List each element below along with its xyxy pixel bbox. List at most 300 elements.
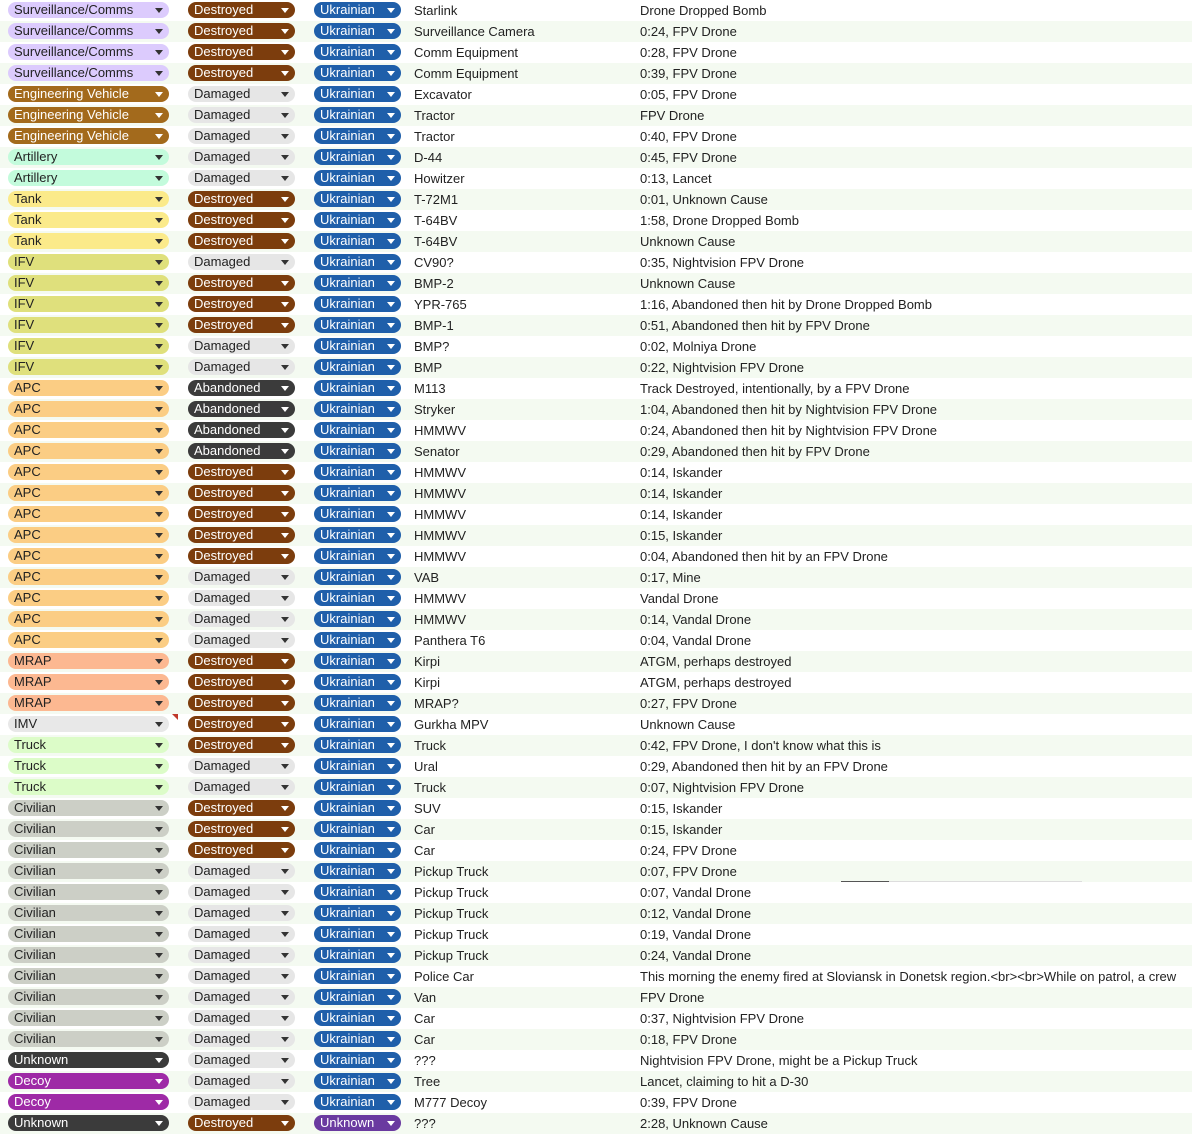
side-dropdown[interactable] — [314, 2, 401, 18]
type-dropdown[interactable] — [8, 275, 169, 291]
chevron-down-icon[interactable] — [281, 764, 289, 769]
model-cell[interactable]: BMP — [414, 360, 443, 375]
description-cell[interactable]: 0:37, Nightvision FPV Drone — [640, 1011, 805, 1026]
type-dropdown[interactable] — [8, 212, 169, 228]
side-dropdown[interactable] — [314, 1052, 401, 1068]
status-dropdown[interactable] — [188, 947, 295, 963]
model-cell[interactable]: BMP-2 — [414, 276, 454, 291]
chevron-down-icon[interactable] — [387, 155, 395, 160]
side-dropdown[interactable] — [314, 191, 401, 207]
chevron-down-icon[interactable] — [281, 386, 289, 391]
side-dropdown[interactable] — [314, 275, 401, 291]
status-dropdown[interactable] — [188, 422, 295, 438]
side-dropdown[interactable] — [314, 674, 401, 690]
model-cell[interactable]: Kirpi — [414, 675, 441, 690]
chevron-down-icon[interactable] — [387, 8, 395, 13]
description-cell[interactable]: Unknown Cause — [640, 276, 736, 291]
model-cell[interactable]: Car — [414, 1011, 435, 1026]
status-dropdown[interactable] — [188, 779, 295, 795]
model-cell[interactable]: Surveillance Camera — [414, 24, 535, 39]
side-dropdown[interactable] — [314, 212, 401, 228]
description-cell[interactable]: Track Destroyed, intentionally, by a FPV Drone — [640, 381, 910, 396]
chevron-down-icon[interactable] — [281, 806, 289, 811]
chevron-down-icon[interactable] — [387, 50, 395, 55]
status-dropdown[interactable] — [188, 1115, 295, 1131]
side-dropdown[interactable] — [314, 506, 401, 522]
chevron-down-icon[interactable] — [281, 869, 289, 874]
description-cell[interactable]: 1:16, Abandoned then hit by Drone Dropped Bomb — [640, 297, 932, 312]
chevron-down-icon[interactable] — [281, 827, 289, 832]
chevron-down-icon[interactable] — [387, 449, 395, 454]
status-dropdown[interactable] — [188, 842, 295, 858]
type-dropdown[interactable] — [8, 905, 169, 921]
type-dropdown[interactable] — [8, 653, 169, 669]
chevron-down-icon[interactable] — [155, 29, 163, 34]
status-dropdown[interactable] — [188, 338, 295, 354]
model-cell[interactable]: HMMWV — [414, 591, 466, 606]
model-cell[interactable]: HMMWV — [414, 486, 466, 501]
model-cell[interactable]: Car — [414, 822, 435, 837]
type-dropdown[interactable] — [8, 1073, 169, 1089]
chevron-down-icon[interactable] — [387, 701, 395, 706]
type-dropdown[interactable] — [8, 1094, 169, 1110]
type-dropdown[interactable] — [8, 632, 169, 648]
description-cell[interactable]: FPV Drone — [640, 990, 705, 1005]
chevron-down-icon[interactable] — [155, 512, 163, 517]
status-dropdown[interactable] — [188, 44, 295, 60]
type-dropdown[interactable] — [8, 128, 169, 144]
status-dropdown[interactable] — [188, 485, 295, 501]
side-dropdown[interactable] — [314, 947, 401, 963]
chevron-down-icon[interactable] — [155, 764, 163, 769]
side-dropdown[interactable] — [314, 1073, 401, 1089]
model-cell[interactable]: Tractor — [414, 129, 455, 144]
model-cell[interactable]: Stryker — [414, 402, 456, 417]
description-cell[interactable]: 0:15, Iskander — [640, 801, 723, 816]
chevron-down-icon[interactable] — [387, 827, 395, 832]
type-dropdown[interactable] — [8, 464, 169, 480]
model-cell[interactable]: Tractor — [414, 108, 455, 123]
type-dropdown[interactable] — [8, 65, 169, 81]
chevron-down-icon[interactable] — [387, 554, 395, 559]
chevron-down-icon[interactable] — [281, 638, 289, 643]
status-dropdown[interactable] — [188, 170, 295, 186]
type-dropdown[interactable] — [8, 422, 169, 438]
chevron-down-icon[interactable] — [155, 974, 163, 979]
chevron-down-icon[interactable] — [387, 365, 395, 370]
type-dropdown[interactable] — [8, 758, 169, 774]
chevron-down-icon[interactable] — [155, 890, 163, 895]
chevron-down-icon[interactable] — [155, 848, 163, 853]
model-cell[interactable]: CV90? — [414, 255, 454, 270]
chevron-down-icon[interactable] — [155, 596, 163, 601]
model-cell[interactable]: Truck — [414, 738, 447, 753]
chevron-down-icon[interactable] — [387, 197, 395, 202]
chevron-down-icon[interactable] — [387, 134, 395, 139]
model-cell[interactable]: Truck — [414, 780, 447, 795]
chevron-down-icon[interactable] — [387, 512, 395, 517]
model-cell[interactable]: Kirpi — [414, 654, 441, 669]
chevron-down-icon[interactable] — [281, 134, 289, 139]
side-dropdown[interactable] — [314, 653, 401, 669]
model-cell[interactable]: Car — [414, 1032, 435, 1047]
chevron-down-icon[interactable] — [281, 911, 289, 916]
description-cell[interactable]: ATGM, perhaps destroyed — [640, 675, 792, 690]
type-dropdown[interactable] — [8, 149, 169, 165]
status-dropdown[interactable] — [188, 506, 295, 522]
side-dropdown[interactable] — [314, 443, 401, 459]
side-dropdown[interactable] — [314, 1031, 401, 1047]
chevron-down-icon[interactable] — [387, 218, 395, 223]
type-dropdown[interactable] — [8, 569, 169, 585]
type-dropdown[interactable] — [8, 674, 169, 690]
chevron-down-icon[interactable] — [155, 176, 163, 181]
type-dropdown[interactable] — [8, 506, 169, 522]
chevron-down-icon[interactable] — [281, 8, 289, 13]
chevron-down-icon[interactable] — [387, 71, 395, 76]
description-cell[interactable]: 0:24, FPV Drone — [640, 24, 737, 39]
type-dropdown[interactable] — [8, 191, 169, 207]
chevron-down-icon[interactable] — [281, 281, 289, 286]
model-cell[interactable]: HMMWV — [414, 612, 466, 627]
chevron-down-icon[interactable] — [155, 827, 163, 832]
side-dropdown[interactable] — [314, 779, 401, 795]
status-dropdown[interactable] — [188, 590, 295, 606]
type-dropdown[interactable] — [8, 233, 169, 249]
description-cell[interactable]: 0:42, FPV Drone, I don't know what this is — [640, 738, 881, 753]
model-cell[interactable]: D-44 — [414, 150, 443, 165]
status-dropdown[interactable] — [188, 821, 295, 837]
chevron-down-icon[interactable] — [387, 176, 395, 181]
description-cell[interactable]: 0:39, FPV Drone — [640, 66, 737, 81]
type-dropdown[interactable] — [8, 590, 169, 606]
chevron-down-icon[interactable] — [155, 932, 163, 937]
description-cell[interactable]: 0:14, Iskander — [640, 486, 723, 501]
chevron-down-icon[interactable] — [155, 197, 163, 202]
description-cell[interactable]: 0:07, Nightvision FPV Drone — [640, 780, 805, 795]
chevron-down-icon[interactable] — [281, 848, 289, 853]
description-cell[interactable]: 0:40, FPV Drone — [640, 129, 737, 144]
status-dropdown[interactable] — [188, 275, 295, 291]
chevron-down-icon[interactable] — [281, 1121, 289, 1126]
description-cell[interactable]: 0:01, Unknown Cause — [640, 192, 768, 207]
type-dropdown[interactable] — [8, 107, 169, 123]
type-dropdown[interactable] — [8, 926, 169, 942]
type-dropdown[interactable] — [8, 800, 169, 816]
chevron-down-icon[interactable] — [155, 1100, 163, 1105]
chevron-down-icon[interactable] — [155, 617, 163, 622]
chevron-down-icon[interactable] — [155, 71, 163, 76]
description-cell[interactable]: 0:35, Nightvision FPV Drone — [640, 255, 805, 270]
side-dropdown[interactable] — [314, 737, 401, 753]
description-cell[interactable]: 2:28, Unknown Cause — [640, 1116, 768, 1131]
chevron-down-icon[interactable] — [281, 596, 289, 601]
model-cell[interactable]: HMMWV — [414, 465, 466, 480]
type-dropdown[interactable] — [8, 527, 169, 543]
model-cell[interactable]: Pickup Truck — [414, 927, 489, 942]
status-dropdown[interactable] — [188, 254, 295, 270]
model-cell[interactable]: MRAP? — [414, 696, 459, 711]
chevron-down-icon[interactable] — [281, 176, 289, 181]
description-cell[interactable]: 0:15, Iskander — [640, 528, 723, 543]
type-dropdown[interactable] — [8, 968, 169, 984]
side-dropdown[interactable] — [314, 716, 401, 732]
chevron-down-icon[interactable] — [387, 680, 395, 685]
status-dropdown[interactable] — [188, 674, 295, 690]
status-dropdown[interactable] — [188, 716, 295, 732]
type-dropdown[interactable] — [8, 296, 169, 312]
type-dropdown[interactable] — [8, 842, 169, 858]
side-dropdown[interactable] — [314, 296, 401, 312]
model-cell[interactable]: T-64BV — [414, 234, 458, 249]
chevron-down-icon[interactable] — [281, 197, 289, 202]
chevron-down-icon[interactable] — [155, 218, 163, 223]
chevron-down-icon[interactable] — [387, 932, 395, 937]
side-dropdown[interactable] — [314, 86, 401, 102]
status-dropdown[interactable] — [188, 653, 295, 669]
status-dropdown[interactable] — [188, 863, 295, 879]
chevron-down-icon[interactable] — [281, 1079, 289, 1084]
chevron-down-icon[interactable] — [387, 911, 395, 916]
model-cell[interactable]: Tree — [414, 1074, 441, 1089]
chevron-down-icon[interactable] — [155, 869, 163, 874]
chevron-down-icon[interactable] — [155, 344, 163, 349]
chevron-down-icon[interactable] — [155, 554, 163, 559]
chevron-down-icon[interactable] — [155, 680, 163, 685]
type-dropdown[interactable] — [8, 716, 169, 732]
chevron-down-icon[interactable] — [387, 29, 395, 34]
model-cell[interactable]: BMP? — [414, 339, 450, 354]
chevron-down-icon[interactable] — [155, 785, 163, 790]
chevron-down-icon[interactable] — [387, 386, 395, 391]
status-dropdown[interactable] — [188, 737, 295, 753]
type-dropdown[interactable] — [8, 548, 169, 564]
chevron-down-icon[interactable] — [281, 239, 289, 244]
chevron-down-icon[interactable] — [155, 470, 163, 475]
status-dropdown[interactable] — [188, 527, 295, 543]
side-dropdown[interactable] — [314, 485, 401, 501]
chevron-down-icon[interactable] — [281, 575, 289, 580]
description-cell[interactable]: Vandal Drone — [640, 591, 719, 606]
side-dropdown[interactable] — [314, 338, 401, 354]
chevron-down-icon[interactable] — [155, 239, 163, 244]
model-cell[interactable]: T-64BV — [414, 213, 458, 228]
model-cell[interactable]: Ural — [414, 759, 438, 774]
description-cell[interactable]: ATGM, perhaps destroyed — [640, 654, 792, 669]
model-cell[interactable]: Panthera T6 — [414, 633, 486, 648]
chevron-down-icon[interactable] — [387, 638, 395, 643]
status-dropdown[interactable] — [188, 758, 295, 774]
status-dropdown[interactable] — [188, 632, 295, 648]
side-dropdown[interactable] — [314, 128, 401, 144]
status-dropdown[interactable] — [188, 611, 295, 627]
chevron-down-icon[interactable] — [155, 1037, 163, 1042]
chevron-down-icon[interactable] — [155, 911, 163, 916]
chevron-down-icon[interactable] — [387, 428, 395, 433]
description-cell[interactable]: 0:24, FPV Drone — [640, 843, 737, 858]
chevron-down-icon[interactable] — [387, 764, 395, 769]
status-dropdown[interactable] — [188, 464, 295, 480]
status-dropdown[interactable] — [188, 86, 295, 102]
chevron-down-icon[interactable] — [155, 386, 163, 391]
description-cell[interactable]: 0:51, Abandoned then hit by FPV Drone — [640, 318, 870, 333]
side-dropdown[interactable] — [314, 821, 401, 837]
model-cell[interactable]: HMMWV — [414, 507, 466, 522]
chevron-down-icon[interactable] — [281, 932, 289, 937]
model-cell[interactable]: Senator — [414, 444, 460, 459]
side-dropdown[interactable] — [314, 1010, 401, 1026]
chevron-down-icon[interactable] — [155, 701, 163, 706]
type-dropdown[interactable] — [8, 254, 169, 270]
model-cell[interactable]: HMMWV — [414, 528, 466, 543]
chevron-down-icon[interactable] — [281, 554, 289, 559]
model-cell[interactable]: Starlink — [414, 3, 458, 18]
chevron-down-icon[interactable] — [155, 155, 163, 160]
chevron-down-icon[interactable] — [281, 743, 289, 748]
type-dropdown[interactable] — [8, 170, 169, 186]
chevron-down-icon[interactable] — [155, 449, 163, 454]
model-cell[interactable]: Howitzer — [414, 171, 465, 186]
chevron-down-icon[interactable] — [281, 491, 289, 496]
side-dropdown[interactable] — [314, 989, 401, 1005]
description-cell[interactable]: 0:29, Abandoned then hit by an FPV Drone — [640, 759, 888, 774]
chevron-down-icon[interactable] — [281, 533, 289, 538]
type-dropdown[interactable] — [8, 380, 169, 396]
chevron-down-icon[interactable] — [387, 785, 395, 790]
chevron-down-icon[interactable] — [281, 344, 289, 349]
status-dropdown[interactable] — [188, 1094, 295, 1110]
type-dropdown[interactable] — [8, 2, 169, 18]
side-dropdown[interactable] — [314, 1115, 401, 1131]
type-dropdown[interactable] — [8, 317, 169, 333]
type-dropdown[interactable] — [8, 23, 169, 39]
description-cell[interactable]: 0:22, Nightvision FPV Drone — [640, 360, 805, 375]
description-cell[interactable]: 0:27, FPV Drone — [640, 696, 737, 711]
description-cell[interactable]: 0:18, FPV Drone — [640, 1032, 737, 1047]
side-dropdown[interactable] — [314, 107, 401, 123]
status-dropdown[interactable] — [188, 569, 295, 585]
chevron-down-icon[interactable] — [387, 617, 395, 622]
status-dropdown[interactable] — [188, 905, 295, 921]
comment-marker-icon[interactable] — [172, 714, 178, 720]
description-cell[interactable]: 0:17, Mine — [640, 570, 701, 585]
chevron-down-icon[interactable] — [387, 848, 395, 853]
status-dropdown[interactable] — [188, 1031, 295, 1047]
description-cell[interactable]: 1:58, Drone Dropped Bomb — [640, 213, 799, 228]
status-dropdown[interactable] — [188, 1010, 295, 1026]
status-dropdown[interactable] — [188, 296, 295, 312]
chevron-down-icon[interactable] — [387, 722, 395, 727]
chevron-down-icon[interactable] — [155, 302, 163, 307]
status-dropdown[interactable] — [188, 2, 295, 18]
description-cell[interactable]: Nightvision FPV Drone, might be a Pickup Truck — [640, 1053, 918, 1068]
side-dropdown[interactable] — [314, 65, 401, 81]
description-cell[interactable]: 0:04, Abandoned then hit by an FPV Drone — [640, 549, 888, 564]
model-cell[interactable]: HMMWV — [414, 423, 466, 438]
side-dropdown[interactable] — [314, 569, 401, 585]
description-cell[interactable]: 0:13, Lancet — [640, 171, 712, 186]
side-dropdown[interactable] — [314, 527, 401, 543]
chevron-down-icon[interactable] — [281, 890, 289, 895]
model-cell[interactable]: M113 — [414, 381, 446, 396]
chevron-down-icon[interactable] — [281, 1100, 289, 1105]
description-cell[interactable]: 0:24, Vandal Drone — [640, 948, 752, 963]
status-dropdown[interactable] — [188, 233, 295, 249]
chevron-down-icon[interactable] — [387, 1100, 395, 1105]
chevron-down-icon[interactable] — [281, 71, 289, 76]
description-cell[interactable]: 0:24, Abandoned then hit by Nightvision FPV Drone — [640, 423, 938, 438]
chevron-down-icon[interactable] — [387, 743, 395, 748]
chevron-down-icon[interactable] — [387, 869, 395, 874]
chevron-down-icon[interactable] — [155, 281, 163, 286]
chevron-down-icon[interactable] — [281, 155, 289, 160]
chevron-down-icon[interactable] — [281, 92, 289, 97]
side-dropdown[interactable] — [314, 380, 401, 396]
description-cell[interactable]: 0:04, Vandal Drone — [640, 633, 752, 648]
side-dropdown[interactable] — [314, 632, 401, 648]
side-dropdown[interactable] — [314, 968, 401, 984]
description-cell[interactable]: 0:07, Vandal Drone — [640, 885, 752, 900]
description-cell[interactable]: 0:05, FPV Drone — [640, 87, 737, 102]
chevron-down-icon[interactable] — [281, 785, 289, 790]
chevron-down-icon[interactable] — [387, 239, 395, 244]
model-cell[interactable]: ??? — [414, 1053, 436, 1068]
type-dropdown[interactable] — [8, 338, 169, 354]
chevron-down-icon[interactable] — [155, 1058, 163, 1063]
chevron-down-icon[interactable] — [281, 50, 289, 55]
chevron-down-icon[interactable] — [387, 407, 395, 412]
chevron-down-icon[interactable] — [281, 218, 289, 223]
model-cell[interactable]: Van — [414, 990, 437, 1005]
type-dropdown[interactable] — [8, 884, 169, 900]
description-cell[interactable]: FPV Drone — [640, 108, 705, 123]
chevron-down-icon[interactable] — [281, 1037, 289, 1042]
model-cell[interactable]: BMP-1 — [414, 318, 454, 333]
chevron-down-icon[interactable] — [155, 722, 163, 727]
chevron-down-icon[interactable] — [155, 365, 163, 370]
chevron-down-icon[interactable] — [387, 113, 395, 118]
description-cell[interactable]: 0:14, Vandal Drone — [640, 612, 752, 627]
model-cell[interactable]: VAB — [414, 570, 440, 585]
type-dropdown[interactable] — [8, 359, 169, 375]
status-dropdown[interactable] — [188, 128, 295, 144]
chevron-down-icon[interactable] — [155, 323, 163, 328]
chevron-down-icon[interactable] — [155, 491, 163, 496]
chevron-down-icon[interactable] — [387, 260, 395, 265]
chevron-down-icon[interactable] — [387, 995, 395, 1000]
model-cell[interactable]: HMMWV — [414, 549, 466, 564]
chevron-down-icon[interactable] — [281, 449, 289, 454]
type-dropdown[interactable] — [8, 947, 169, 963]
chevron-down-icon[interactable] — [387, 890, 395, 895]
chevron-down-icon[interactable] — [155, 134, 163, 139]
side-dropdown[interactable] — [314, 464, 401, 480]
chevron-down-icon[interactable] — [281, 113, 289, 118]
chevron-down-icon[interactable] — [155, 50, 163, 55]
description-cell[interactable]: 0:14, Iskander — [640, 507, 723, 522]
chevron-down-icon[interactable] — [387, 533, 395, 538]
chevron-down-icon[interactable] — [281, 407, 289, 412]
description-cell[interactable]: 0:28, FPV Drone — [640, 45, 737, 60]
model-cell[interactable]: T-72M1 — [414, 192, 459, 207]
type-dropdown[interactable] — [8, 611, 169, 627]
chevron-down-icon[interactable] — [281, 974, 289, 979]
status-dropdown[interactable] — [188, 401, 295, 417]
description-cell[interactable]: 0:12, Vandal Drone — [640, 906, 752, 921]
side-dropdown[interactable] — [314, 44, 401, 60]
side-dropdown[interactable] — [314, 233, 401, 249]
model-cell[interactable]: M777 Decoy — [414, 1095, 487, 1110]
